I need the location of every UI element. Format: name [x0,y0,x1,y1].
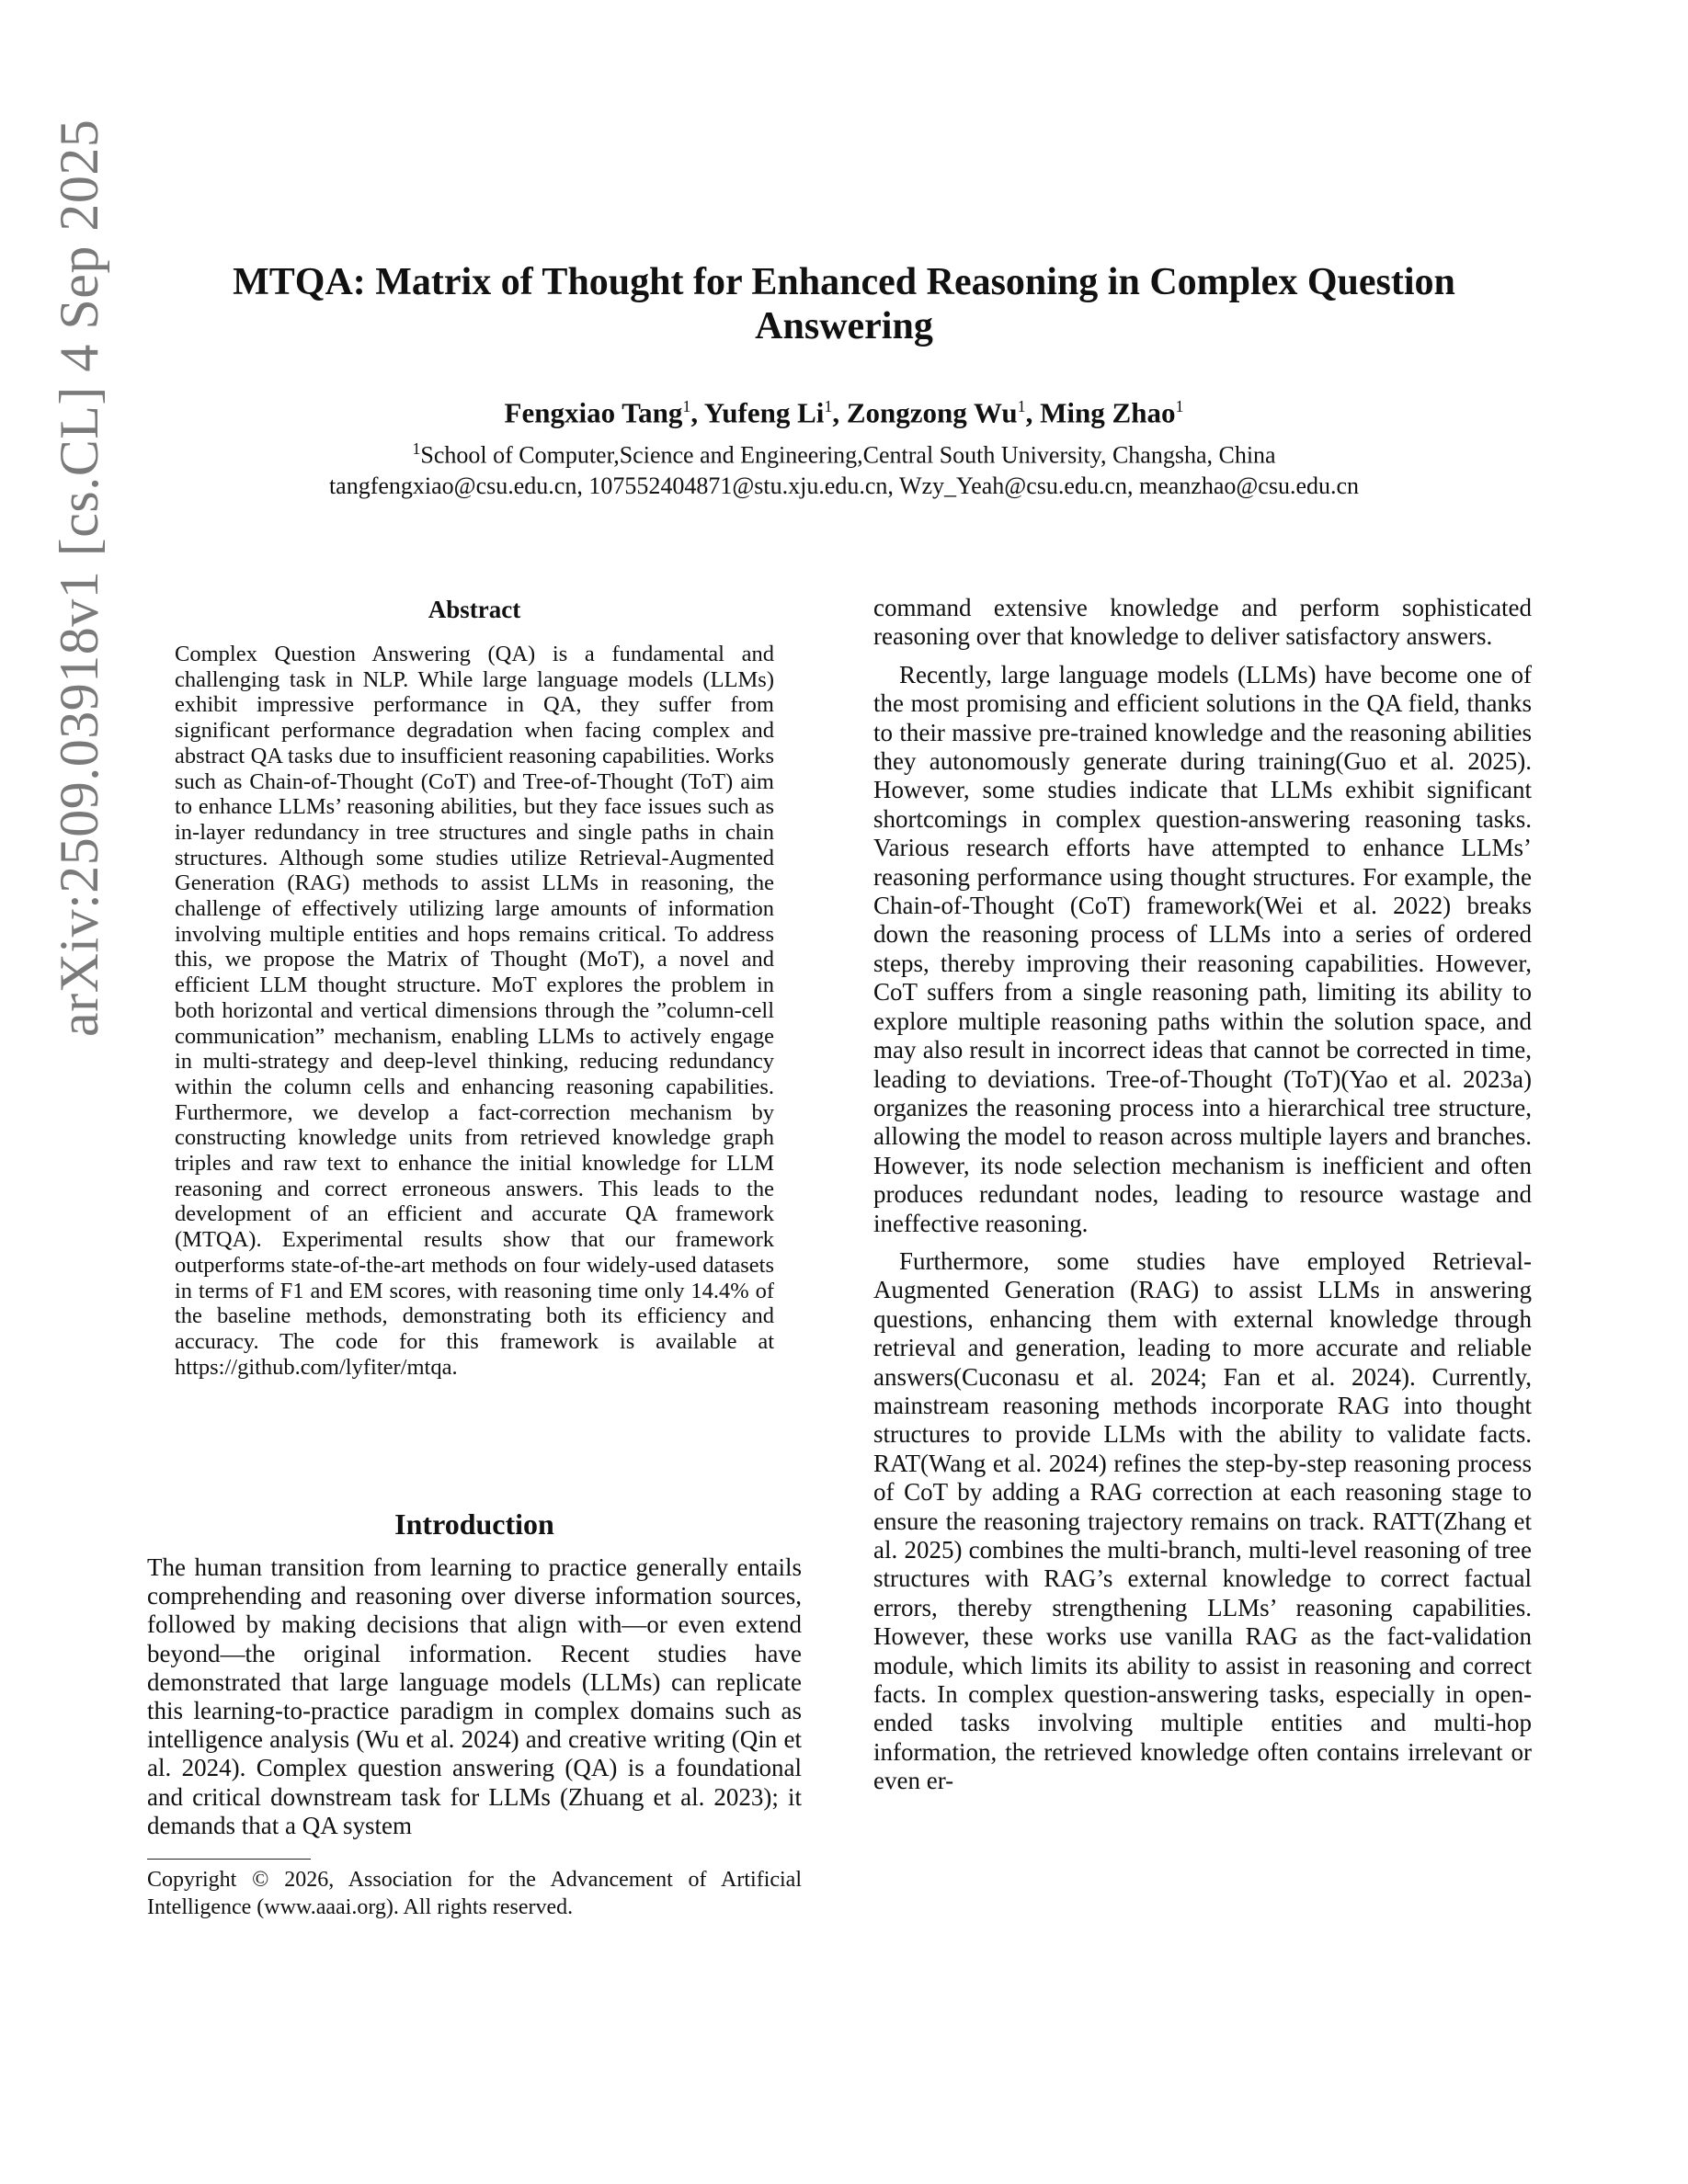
abstract-heading: Abstract [428,596,521,623]
author-affiliation-mark: 1 [682,397,691,415]
body-paragraph: command extensive knowledge and perform sophisticated reasoning over that knowledge to deliver satisfactory answers. [873,594,1532,651]
author-name: Ming Zhao [1040,396,1176,429]
affiliation-line [184,434,1504,471]
footnote-rule [147,1859,311,1860]
author-affiliation-mark: 1 [1017,397,1026,415]
introduction-heading: Introduction [394,1507,554,1541]
arxiv-identifier-stamp: arXiv:2509.03918v1 [cs.CL] 4 Sep 2025 [49,119,109,1037]
paper-title: MTQA: Matrix of Thought for Enhanced Reasoning in Complex Question Answering [233,261,1455,347]
author-name: Zongzong Wu [846,396,1018,429]
affiliation-text: School of Computer,Science and Engineering,Central South University, Changsha, China [420,441,1276,469]
right-column-text [873,594,1532,1796]
introduction-paragraph: The human transition from learning to practice generally entails comprehending and reasoning over diverse information sources, followed by making decisions that align with—or even extend beyond—the original information. Recent studies have demonstrated that large language models (LLMs) can replicate this learning-to-practice paradigm in complex domains such as intelligence analysis (Wu et al. 2024) and creative writing (Qin et al. 2024). Complex question answering (QA) is a foundational and critical downstream task for LLMs (Zhuang et al. 2023); it demands that a QA system [147,1553,802,1839]
author-name: Fengxiao Tang [504,396,683,429]
author-emails: tangfengxiao@csu.edu.cn, 107552404871@stu.xju.edu.cn, Wzy_Yeah@csu.edu.cn, meanzhao@csu.edu.cn [328,472,1360,499]
author-affiliation-mark: 1 [824,397,833,415]
body-paragraph: Furthermore, some studies have employed Retrieval-Augmented Generation (RAG) to assist LLMs in answering questions, enhancing them with external knowledge through retrieval and generation, leading to more accurate and reliable answers(Cuconasu et al. 2024; Fan et al. 2024). Currently, mainstream reasoning methods incorporate RAG into thought structures to provide LLMs with the ability to validate facts. RAT(Wang et al. 2024) refines the step-by-step reasoning process of CoT by adding a RAG correction at each reasoning stage to ensure the reasoning trajectory remains on track. RATT(Zhang et al. 2025) combines the multi-branch, multi-level reasoning of tree structures with RAG’s external knowledge to correct factual errors, thereby strengthening LLMs’ reasoning capabilities. However, these works use vanilla RAG as the fact-validation module, which limits its ability to assist in reasoning and correct facts. In complex question-answering tasks, especially in open-ended tasks involving multiple entities and multi-hop information, the retrieved knowledge often contains irrelevant or even er- [873,1246,1532,1795]
body-paragraph: Recently, large language models (LLMs) have become one of the most promising and efficient solutions in the QA field, thanks to their massive pre-trained knowledge and the reasoning abilities they autonomously generate during training(Guo et al. 2025). However, some studies indicate that LLMs exhibit significant shortcomings in complex question-answering reasoning tasks. Various research efforts have attempted to enhance LLMs’ reasoning performance using thought structures. For example, the Chain-of-Thought (CoT) framework(Wei et al. 2022) breaks down the reasoning process of LLMs into a series of ordered steps, thereby improving their reasoning capabilities. However, CoT suffers from a single reasoning path, limiting its ability to explore multiple reasoning paths within the solution space, and may also result in incorrect ideas that cannot be corrected in time, leading to deviations. Tree-of-Thought (ToT)(Yao et al. 2023a) organizes the reasoning process into a hierarchical tree structure, allowing the model to reason across multiple layers and branches. However, its node selection mechanism is inefficient and often produces redundant nodes, leading to resource wastage and ineffective reasoning. [873,660,1532,1237]
affiliation-mark: 1 [412,439,421,458]
affiliation-block [184,434,1504,501]
author-name: Yufeng Li [703,396,825,429]
author-affiliation-mark: 1 [1175,397,1184,415]
author-list: Fengxiao Tang$^1$, Yufeng Li$^1$, Zongzong Wu$^1$, Ming Zhao$^1$ [504,396,1184,429]
abstract-text: Complex Question Answering (QA) is a fundamental and challenging task in NLP. While large language models (LLMs) exhibit impressive performance in QA, they suffer from significant performance degradation when facing complex and abstract QA tasks due to insufficient reasoning capabilities. Works such as Chain-of-Thought (CoT) and Tree-of-Thought (ToT) aim to enhance LLMs’ reasoning abilities, but they face issues such as in-layer redundancy in tree structures and single paths in chain structures. Although some studies utilize Retrieval-Augmented Generation (RAG) methods to assist LLMs in reasoning, the challenge of effectively utilizing large amounts of information involving multiple entities and hops remains critical. To address this, we propose the Matrix of Thought (MoT), a novel and efficient LLM thought structure. MoT explores the problem in both horizontal and vertical dimensions through the ”column-cell communication” mechanism, enabling LLMs to actively engage in multi-strategy and deep-level thinking, reducing redundancy within the column cells and enhancing reasoning capabilities. Furthermore, we develop a fact-correction mechanism by constructing knowledge units from retrieved knowledge graph triples and raw text to enhance the initial knowledge for LLM reasoning and correct erroneous answers. This leads to the development of an efficient and accurate QA framework (MTQA). Experimental results show that our framework outperforms state-of-the-art methods on four widely-used datasets in terms of F1 and EM scores, with reasoning time only 14.4% of the baseline methods, demonstrating both its efficiency and accuracy. The code for this framework is available at https://github.com/lyfiter/mtqa. [175,642,774,1380]
copyright-footnote: Copyright © 2026, Association for the Advancement of Artificial Intelligence (www.aaai.org). All rights reserved. [147,1868,802,1919]
